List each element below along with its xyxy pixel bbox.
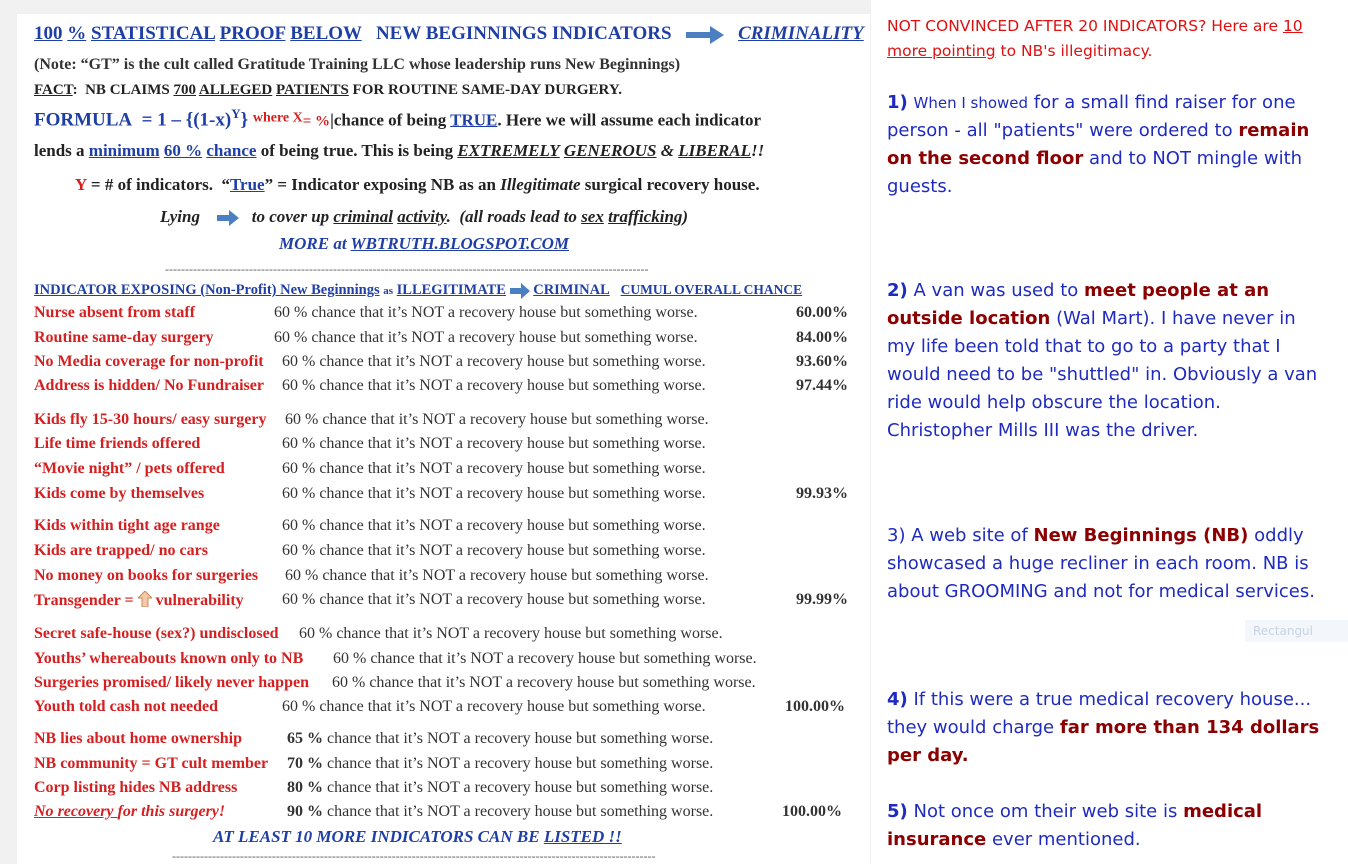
commentary-panel (871, 0, 1348, 864)
indicator-label: NB community = GT cult member (34, 755, 269, 772)
p1-c: and to NOT mingle with guests. (887, 148, 1303, 197)
p5-c: ever mentioned. (991, 829, 1141, 850)
indicator-label: Corp listing hides NB address (34, 779, 238, 796)
formula-close: } (240, 109, 249, 131)
indicator-pct: 60 % (282, 377, 316, 394)
p4-b: far more than 134 dollars per day. (887, 717, 1320, 766)
p3-a: A web site of (911, 525, 1028, 546)
indicator-pct: 60 % (285, 567, 319, 584)
intro-a: NOT CONVINCED AFTER 20 INDICATORS? Here are (887, 17, 1278, 35)
fact-alleged: ALLEGED (198, 82, 273, 98)
indicator-label: Surgeries promised/ likely never happen (34, 674, 309, 691)
indicator-label: Kids within tight age range (34, 517, 220, 534)
indicator-pct: 80 % (287, 779, 323, 796)
shape-tooltip: Rectangul (1245, 620, 1348, 642)
lying-sex: sex (581, 207, 604, 226)
indicator-label: Life time friends offered (34, 435, 201, 452)
lends-liberal: LIBERAL (678, 141, 751, 160)
p1-a: for a small find raiser for one person - all "patients" were ordered to (887, 92, 1296, 141)
fact-pre: : NB CLAIMS (72, 82, 174, 98)
y-illeg: Illegitimate (500, 175, 581, 194)
cumulative-chance: 100.00% (782, 803, 842, 820)
footer-pre: AT LEAST 10 MORE INDICATORS CAN BE (213, 827, 540, 846)
indicator-pct: 60 % (282, 435, 316, 452)
indicator-label: Youth told cash not needed (34, 698, 219, 715)
indicator-chance-text: 60 % chance that it’s NOT a recovery house but something worse. (282, 591, 706, 608)
indicator-label: Youths’ whereabouts known only to NB (34, 650, 304, 667)
lends-pre: lends a (34, 141, 85, 160)
indicator-pct: 60 % (299, 625, 333, 642)
lends-bang: !! (751, 141, 765, 160)
th-cumul: CUMUL OVERALL CHANCE (620, 282, 803, 297)
indicator-chance-text: 80 % chance that it’s NOT a recovery house but something worse. (287, 779, 714, 796)
indicator-chance-text: 60 % chance that it’s NOT a recovery house but something worse. (299, 625, 723, 642)
lends-minimum: minimum (88, 141, 160, 160)
cumulative-chance: 84.00% (796, 329, 848, 346)
lying-line (160, 207, 688, 227)
bottom-divider: ------------------------------------------------------------------------------------------------------------------------- (172, 849, 656, 863)
p2-c: (Wal Mart). I have never in my life been told that to go to a party that I would need to be "shuttled" in. Obviously a van ride would help obscure the location. Christopher Mills III was the driver. (887, 308, 1318, 441)
indicator-chance-text: 60 % chance that it’s NOT a recovery house but something worse. (333, 650, 757, 667)
formula-line: FORMULA = $1 - \{(1-x)^Y\}$ $^{where X}$= %|chance of being TRUE. Here we will assume each indicator (34, 106, 762, 131)
indicator-pct: 65 % (287, 730, 323, 747)
cumulative-chance: 100.00% (785, 698, 845, 715)
footer-listed: LISTED !! (543, 827, 622, 846)
intro-b: 10 more pointing (887, 17, 1303, 60)
indicator-label: Secret safe-house (sex?) undisclosed (34, 625, 279, 642)
lying-activity: activity (397, 207, 447, 226)
cumulative-chance: 93.60% (796, 353, 848, 370)
indicator-chance-text: 60 % chance that it’s NOT a recovery house but something worse. (285, 567, 709, 584)
indicator-chance-text: 65 % chance that it’s NOT a recovery house but something worse. (287, 730, 714, 747)
headline-proof: PROOF (219, 23, 286, 44)
indicator-pct: 60 % (274, 329, 308, 346)
lying-criminal: criminal (333, 207, 393, 226)
indicator-chance-text: 60 % chance that it’s NOT a recovery house but something worse. (282, 460, 706, 477)
more-pre: MORE at (279, 234, 347, 253)
th-criminal: CRIMINAL (533, 282, 610, 298)
indicator-label: Kids fly 15-30 hours/ easy surgery (34, 411, 267, 428)
formula-exp: Y (231, 106, 241, 121)
point-5 (887, 798, 1327, 854)
p3-num: 3) (887, 525, 906, 546)
point-3 (887, 522, 1327, 606)
indicator-pct: 60 % (282, 517, 316, 534)
formula-label: FORMULA (34, 109, 133, 131)
lying-end: ) (682, 207, 689, 226)
indicator-pct: 60 % (282, 460, 316, 477)
fact-post: FOR ROUTINE SAME-DAY DURGERY. (348, 82, 623, 98)
headline-pct: 100 (34, 23, 63, 44)
lends-chance: chance (206, 141, 257, 160)
indicator-label: Routine same-day surgery (34, 329, 214, 346)
formula-where: where X (252, 110, 303, 126)
lends-amp: & (660, 141, 674, 160)
lends-sixty: 60 % (163, 141, 203, 160)
lends-line (34, 141, 764, 161)
indicator-label: No recovery for this surgery! (34, 803, 226, 820)
formula-true: TRUE (450, 110, 498, 130)
indicator-label: Transgender = vulnerability (34, 592, 244, 609)
intro-text (887, 14, 1327, 64)
indicator-label: NB lies about home ownership (34, 730, 243, 747)
p4-a: If this were a true medical recovery house... they would charge (887, 689, 1312, 738)
fact-label: FACT (34, 82, 73, 98)
indicator-chance-text: 60 % chance that it’s NOT a recovery house but something worse. (332, 674, 756, 691)
headline-nb-indicators: NEW BEGINNINGS INDICATORS (375, 23, 672, 44)
p4-num: 4) (887, 689, 908, 710)
p3-c: oddly showcased a huge recliner in each room. NB is about GROOMING and not for medical services. (887, 525, 1315, 602)
indicator-chance-text: 60 % chance that it’s NOT a recovery house but something worse. (282, 698, 706, 715)
point-4 (887, 686, 1327, 770)
intro-c: to NB's illegitimacy. (1000, 42, 1153, 60)
point-2 (887, 277, 1327, 445)
th-as: as (383, 285, 394, 297)
headline-sym: % (67, 23, 87, 44)
headline-criminality: CRIMINALITY (738, 23, 864, 44)
indicator-pct: 60 % (274, 304, 308, 321)
lying-paren: . (all roads lead to (446, 207, 577, 226)
indicator-chance-text: 60 % chance that it’s NOT a recovery house but something worse. (274, 304, 698, 321)
y-var: Y (75, 175, 87, 194)
headline-statistical: STATISTICAL (91, 23, 215, 44)
indicator-pct: 60 % (285, 411, 319, 428)
divider: ------------------------------------------------------------------------------------------------------------------------- (165, 262, 649, 276)
indicator-label: Address is hidden/ No Fundraiser (34, 377, 264, 394)
y-post: ” = Indicator exposing NB as an (264, 175, 501, 194)
point-1 (887, 89, 1327, 201)
lying-trafficking: trafficking (608, 207, 683, 226)
more-line (279, 234, 569, 254)
indicator-pct: 70 % (287, 755, 323, 772)
fact-num: 700 (173, 82, 196, 98)
formula-chance: chance of being (333, 110, 447, 130)
p5-num: 5) (887, 801, 908, 822)
p5-b: medical insurance (887, 801, 1263, 850)
y-true: True (229, 175, 265, 194)
cumulative-chance: 99.93% (796, 485, 848, 502)
p2-b: meet people at an outside location (887, 280, 1270, 329)
th-indicator: INDICATOR EXPOSING (Non-Profit) New Beginnings (34, 282, 380, 298)
lends-extremely: EXTREMELY (457, 141, 560, 160)
y-definition-line (75, 175, 760, 195)
footer-line (213, 827, 622, 847)
blog-link[interactable]: WBTRUTH.BLOGSPOT.COM (350, 234, 570, 253)
formula-rest: . Here we will assume each indicator (497, 110, 762, 130)
p1-small: When I showed (913, 94, 1029, 112)
headline (34, 23, 864, 45)
cumulative-chance: 99.99% (796, 591, 848, 608)
fact-line (34, 82, 622, 99)
indicator-pct: 90 % (287, 803, 323, 820)
p1-num: 1) (887, 92, 908, 113)
indicator-pct: 60 % (282, 542, 316, 559)
indicator-label: Kids are trapped/ no cars (34, 542, 208, 559)
p3-b: New Beginnings (NB) (1033, 525, 1249, 546)
indicator-chance-text: 70 % chance that it’s NOT a recovery house but something worse. (287, 755, 714, 772)
indicator-chance-text: 60 % chance that it’s NOT a recovery house but something worse. (282, 435, 706, 452)
p2-num: 2) (887, 280, 908, 301)
indicator-chance-text: 60 % chance that it’s NOT a recovery house but something worse. (282, 517, 706, 534)
cumulative-chance: 97.44% (796, 377, 848, 394)
right-arrow-icon (686, 26, 724, 44)
lends-mid: of being true. This is being (260, 141, 454, 160)
table-header (34, 282, 802, 299)
indicator-label: Nurse absent from staff (34, 304, 196, 321)
y-pre: = # of indicators. “ (86, 175, 230, 194)
indicator-pct: 60 % (333, 650, 367, 667)
up-arrow-icon (138, 591, 152, 607)
indicator-chance-text: 60 % chance that it’s NOT a recovery house but something worse. (274, 329, 698, 346)
right-arrow-icon (217, 210, 239, 226)
p2-a: A van was used to (913, 280, 1079, 301)
indicator-label: No money on books for surgeries (34, 567, 259, 584)
formula-eq: = 1 – {(1-x) (141, 109, 232, 131)
lends-generous: GENEROUS (563, 141, 657, 160)
right-arrow-icon (510, 283, 530, 299)
indicator-label: “Movie night” / pets offered (34, 460, 225, 477)
p1-b: remain on the second floor (887, 120, 1310, 169)
indicator-chance-text: 60 % chance that it’s NOT a recovery house but something worse. (282, 542, 706, 559)
indicator-pct: 60 % (282, 485, 316, 502)
p5-a: Not once om their web site is (913, 801, 1178, 822)
lying-to: to cover up (251, 207, 330, 226)
indicator-label: Kids come by themselves (34, 485, 205, 502)
infographic-panel (17, 14, 870, 864)
indicator-chance-text: 90 % chance that it’s NOT a recovery house but something worse. (287, 803, 714, 820)
indicator-label: No Media coverage for non-profit (34, 353, 264, 370)
lying-word: Lying (160, 207, 200, 226)
y-tail: surgical recovery house. (580, 175, 760, 194)
note-line: (Note: “GT” is the cult called Gratitude Training LLC whose leadership runs New Beginnings) (34, 56, 681, 73)
indicator-chance-text: 60 % chance that it’s NOT a recovery house but something worse. (285, 411, 709, 428)
indicator-pct: 60 % (282, 353, 316, 370)
indicator-pct: 60 % (282, 698, 316, 715)
headline-below: BELOW (290, 23, 362, 44)
th-illegitimate: ILLEGITIMATE (396, 282, 506, 298)
indicator-chance-text: 60 % chance that it’s NOT a recovery house but something worse. (282, 377, 706, 394)
indicator-chance-text: 60 % chance that it’s NOT a recovery house but something worse. (282, 353, 706, 370)
indicator-chance-text: 60 % chance that it’s NOT a recovery house but something worse. (282, 485, 706, 502)
formula-eq2: = % (302, 113, 331, 130)
indicator-pct: 60 % (282, 591, 316, 608)
fact-patients: PATIENTS (276, 82, 349, 98)
cumulative-chance: 60.00% (796, 304, 848, 321)
indicator-pct: 60 % (332, 674, 366, 691)
